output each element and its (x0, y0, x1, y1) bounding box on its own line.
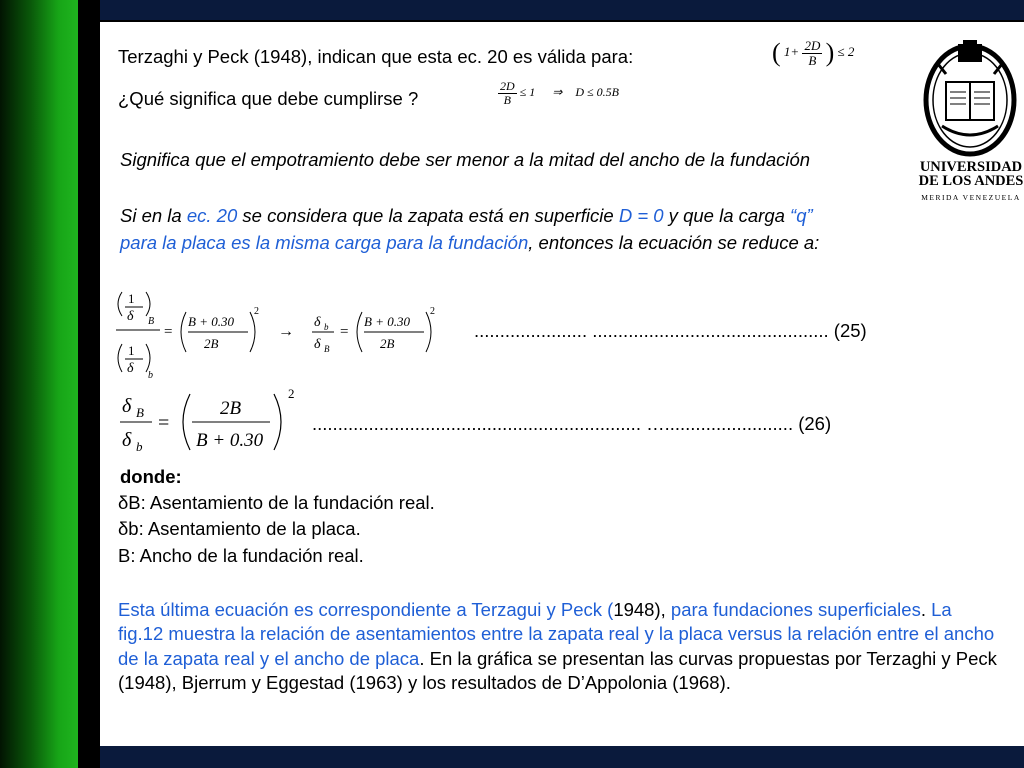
university-logo (918, 40, 1024, 202)
logo-line-3: MERIDA VENEZUELA (921, 193, 1021, 202)
eq25-den-1: 2B (204, 336, 219, 351)
eq26-equals: = (158, 412, 170, 434)
eq25-sub-B: B (148, 316, 155, 327)
eq25-sub-b: b (148, 370, 153, 381)
bottom-band (100, 746, 1024, 768)
line1: Terzaghi y Peck (1948), indican que esta ec. 20 es válida para: (118, 46, 634, 67)
equation-25 (112, 284, 452, 396)
eq25-arrow: → (278, 323, 294, 340)
eq25-sub-B-right: B (324, 344, 330, 354)
eq25-equals-2: = (340, 324, 349, 340)
eq26-exp: 2 (288, 386, 295, 401)
eq26-sub-b: b (136, 439, 143, 454)
eq25-delta-B: δ (314, 337, 321, 352)
condition-2: $\frac{2D}{B}$ ≤ 1 ⇒ D ≤ 0.5B (500, 79, 619, 107)
closing-paragraph: Esta última ecuación es correspondiente a Terzagui y Peck (1948), para fundaciones superficiales. La fig.12 muestra la relación de asentamientos entre la zapata real y la placa versus la relación entre el ancho de la zapata real y el ancho de placa. En la gráfica se presentan las curvas propuestas por Terzaghi y Peck (1948), Bjerrum y Eggestad (1963) y los resultados de D’Appolonia (1968). (118, 599, 997, 694)
slide (100, 22, 1024, 746)
eq25-exp-1: 2 (254, 306, 259, 317)
definition-B: B: Ancho de la fundación real. (118, 545, 364, 566)
eq25-delta-top: δ (127, 309, 134, 324)
eq25-one-top: 1 (128, 291, 135, 306)
eq25-label: ...................... .............................................. (25) (474, 320, 867, 341)
eq25-equals-1: = (164, 324, 173, 340)
definition-delta-B: δB: Asentamiento de la fundación real. (118, 492, 435, 513)
eq26-num: 2B (220, 398, 242, 419)
paragraph-1-line-2: para la placa es la misma carga para la fundación, entonces la ecuación se reduce a: (120, 232, 820, 253)
eq25-num-1: B + 0.30 (188, 314, 234, 329)
eq25-delta-bottom: δ (127, 361, 134, 376)
eq25-one-bottom: 1 (128, 343, 135, 358)
left-gradient-bar (0, 0, 78, 768)
meaning-text: Significa que el empotramiento debe ser menor a la mitad del ancho de la fundación (120, 149, 811, 170)
paragraph-1-line-1: Si en la ec. 20 se considera que la zapata está en superficie D = 0 y que la carga “q” (120, 205, 813, 226)
logo-line-2: DE LOS ANDES (918, 173, 1024, 189)
eq26-sub-B: B (136, 405, 144, 420)
eq26-delta-top: δ (122, 395, 132, 417)
logo-line-1: UNIVERSIDAD (919, 159, 1023, 175)
definitions-title: donde: (120, 466, 182, 487)
eq25-exp-2: 2 (430, 306, 435, 317)
eq25-delta-b: δ (314, 315, 321, 330)
university-seal-icon (920, 40, 1020, 158)
eq25-num-2: B + 0.30 (364, 314, 410, 329)
top-band (100, 0, 1024, 20)
line2: ¿Qué significa que debe cumplirse ? (118, 88, 419, 109)
eq26-label: ................................................................ …......................... (26) (312, 413, 832, 434)
eq25-sub-b-right: b (324, 322, 329, 332)
eq25-den-2: 2B (380, 336, 395, 351)
eq26-den: B + 0.30 (196, 430, 264, 451)
eq26-delta-bottom: δ (122, 429, 132, 451)
definition-delta-b: δb: Asentamiento de la placa. (118, 518, 361, 539)
condition-1: ( 1+ $\frac{2D}{B}$ ) ≤ 2 (772, 37, 855, 68)
